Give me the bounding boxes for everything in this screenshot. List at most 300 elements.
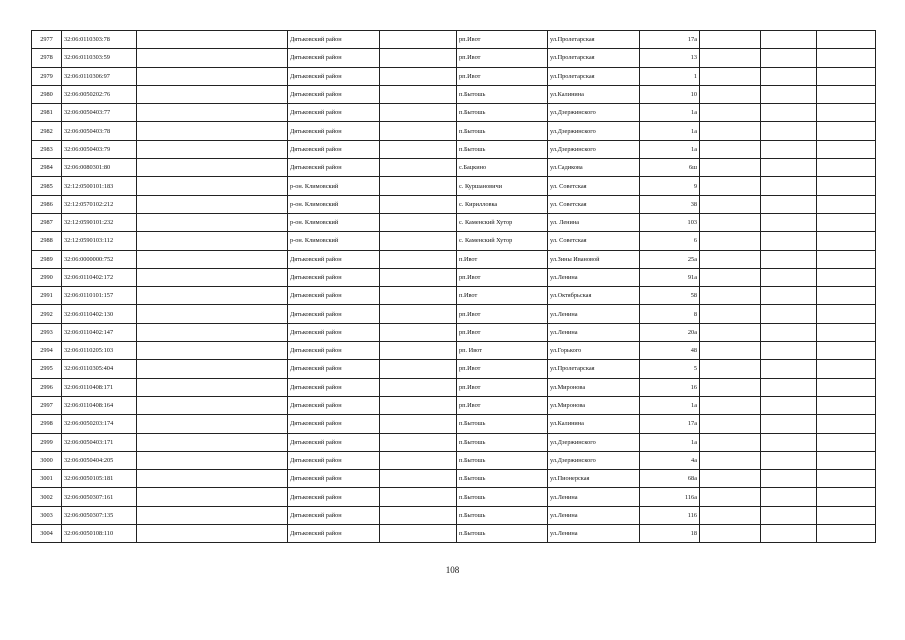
table-row [32, 122, 876, 140]
locality-cell: рп.Ивот [457, 31, 548, 49]
table-row [32, 67, 876, 85]
district-cell: р-он. Климовский [288, 213, 380, 231]
house-number-cell: 1а [640, 433, 700, 451]
house-number-cell: 20а [640, 323, 700, 341]
cadastral-number-cell: 32:06:0050203:174 [62, 415, 137, 433]
cadastral-number-cell: 32:06:0050404:205 [62, 451, 137, 469]
district-cell: Дятьковский район [288, 488, 380, 506]
locality-cell: рп.Ивот [457, 49, 548, 67]
empty-cell [817, 470, 876, 488]
cadastral-number-cell: 32:06:0050108:110 [62, 525, 137, 543]
cadastral-number-cell: 32:06:0050307:161 [62, 488, 137, 506]
house-number-cell: 38 [640, 195, 700, 213]
owner-cell [137, 49, 288, 67]
street-cell: ул.Ленина [548, 268, 640, 286]
table-row [32, 378, 876, 396]
table-row [32, 506, 876, 524]
cadastral-number-cell: 32:06:0110306:97 [62, 67, 137, 85]
street-cell: ул. Советская [548, 177, 640, 195]
cadastral-number-cell: 32:06:0050202:76 [62, 85, 137, 103]
extra-cell [380, 451, 457, 469]
table-row [32, 268, 876, 286]
empty-cell [700, 250, 761, 268]
empty-cell [761, 213, 817, 231]
empty-cell [700, 122, 761, 140]
district-cell: р-он. Климовский [288, 232, 380, 250]
house-number-cell: 116а [640, 488, 700, 506]
cadastral-number-cell: 32:06:0000000:752 [62, 250, 137, 268]
empty-cell [817, 104, 876, 122]
owner-cell [137, 396, 288, 414]
street-cell: ул.Пролетарская [548, 360, 640, 378]
owner-cell [137, 67, 288, 85]
row-number-cell: 2978 [32, 49, 62, 67]
row-number-cell: 2991 [32, 287, 62, 305]
cadastral-number-cell: 32:06:0110408:164 [62, 396, 137, 414]
street-cell: ул.Пионерская [548, 470, 640, 488]
house-number-cell: 17а [640, 415, 700, 433]
empty-cell [761, 232, 817, 250]
empty-cell [761, 378, 817, 396]
owner-cell [137, 177, 288, 195]
district-cell: р-он. Климовский [288, 177, 380, 195]
table-row [32, 177, 876, 195]
cadastral-number-cell: 32:06:0110303:59 [62, 49, 137, 67]
extra-cell [380, 378, 457, 396]
owner-cell [137, 342, 288, 360]
district-cell: р-он. Климовский [288, 195, 380, 213]
extra-cell [380, 67, 457, 85]
street-cell: ул.Ленина [548, 506, 640, 524]
empty-cell [700, 67, 761, 85]
extra-cell [380, 268, 457, 286]
house-number-cell: 10 [640, 85, 700, 103]
owner-cell [137, 268, 288, 286]
empty-cell [817, 433, 876, 451]
empty-cell [700, 31, 761, 49]
empty-cell [700, 159, 761, 177]
locality-cell: п.Ивот [457, 287, 548, 305]
house-number-cell: 17а [640, 31, 700, 49]
empty-cell [761, 287, 817, 305]
empty-cell [761, 67, 817, 85]
extra-cell [380, 85, 457, 103]
locality-cell: с. Каменский Хутор [457, 213, 548, 231]
empty-cell [700, 470, 761, 488]
table-row [32, 232, 876, 250]
owner-cell [137, 305, 288, 323]
district-cell: Дятьковский район [288, 268, 380, 286]
table-row [32, 49, 876, 67]
row-number-cell: 2992 [32, 305, 62, 323]
extra-cell [380, 140, 457, 158]
owner-cell [137, 140, 288, 158]
street-cell: ул.Дзержинского [548, 104, 640, 122]
empty-cell [817, 287, 876, 305]
extra-cell [380, 287, 457, 305]
owner-cell [137, 232, 288, 250]
street-cell: ул.Октябрьская [548, 287, 640, 305]
table-row [32, 287, 876, 305]
empty-cell [817, 159, 876, 177]
extra-cell [380, 49, 457, 67]
owner-cell [137, 31, 288, 49]
street-cell: ул.Садикова [548, 159, 640, 177]
extra-cell [380, 360, 457, 378]
table-row [32, 433, 876, 451]
table-row [32, 396, 876, 414]
table-row [32, 213, 876, 231]
row-number-cell: 2995 [32, 360, 62, 378]
district-cell: Дятьковский район [288, 360, 380, 378]
empty-cell [761, 49, 817, 67]
district-cell: Дятьковский район [288, 396, 380, 414]
house-number-cell: 6ш [640, 159, 700, 177]
empty-cell [817, 451, 876, 469]
table-row [32, 85, 876, 103]
row-number-cell: 2998 [32, 415, 62, 433]
empty-cell [761, 525, 817, 543]
empty-cell [700, 378, 761, 396]
empty-cell [817, 360, 876, 378]
street-cell: ул.Калинина [548, 415, 640, 433]
row-number-cell: 2994 [32, 342, 62, 360]
cadastral-number-cell: 32:06:0050307:135 [62, 506, 137, 524]
empty-cell [761, 360, 817, 378]
empty-cell [817, 67, 876, 85]
empty-cell [761, 415, 817, 433]
empty-cell [761, 140, 817, 158]
house-number-cell: 1а [640, 140, 700, 158]
cadastral-number-cell: 32:06:0110408:171 [62, 378, 137, 396]
empty-cell [700, 305, 761, 323]
extra-cell [380, 195, 457, 213]
district-cell: Дятьковский район [288, 31, 380, 49]
district-cell: Дятьковский район [288, 525, 380, 543]
street-cell: ул.Зины Ивановой [548, 250, 640, 268]
cadastral-number-cell: 32:06:0050403:79 [62, 140, 137, 158]
cadastral-number-cell: 32:12:0500101:183 [62, 177, 137, 195]
locality-cell: рп.Ивот [457, 396, 548, 414]
row-number-cell: 2983 [32, 140, 62, 158]
row-number-cell: 3002 [32, 488, 62, 506]
locality-cell: п.Бытошь [457, 470, 548, 488]
empty-cell [700, 177, 761, 195]
district-cell: Дятьковский район [288, 250, 380, 268]
empty-cell [817, 122, 876, 140]
locality-cell: п.Ивот [457, 250, 548, 268]
owner-cell [137, 488, 288, 506]
district-cell: Дятьковский район [288, 323, 380, 341]
row-number-cell: 2988 [32, 232, 62, 250]
owner-cell [137, 525, 288, 543]
empty-cell [761, 104, 817, 122]
house-number-cell: 116 [640, 506, 700, 524]
empty-cell [761, 506, 817, 524]
street-cell: ул.Калинина [548, 85, 640, 103]
cadastral-number-cell: 32:06:0110205:103 [62, 342, 137, 360]
table-row [32, 159, 876, 177]
empty-cell [817, 85, 876, 103]
property-registry-table [31, 30, 876, 543]
owner-cell [137, 360, 288, 378]
row-number-cell: 2999 [32, 433, 62, 451]
empty-cell [761, 159, 817, 177]
empty-cell [817, 250, 876, 268]
empty-cell [817, 488, 876, 506]
empty-cell [817, 323, 876, 341]
house-number-cell: 1а [640, 396, 700, 414]
empty-cell [761, 177, 817, 195]
locality-cell: п.Бытошь [457, 85, 548, 103]
empty-cell [700, 396, 761, 414]
empty-cell [761, 305, 817, 323]
table-body [32, 31, 876, 543]
empty-cell [817, 342, 876, 360]
street-cell: ул.Дзержинского [548, 451, 640, 469]
street-cell: ул. Советская [548, 232, 640, 250]
owner-cell [137, 195, 288, 213]
table-row [32, 195, 876, 213]
district-cell: Дятьковский район [288, 104, 380, 122]
house-number-cell: 91а [640, 268, 700, 286]
table-row [32, 323, 876, 341]
empty-cell [700, 49, 761, 67]
district-cell: Дятьковский район [288, 470, 380, 488]
extra-cell [380, 213, 457, 231]
street-cell: ул.Ленина [548, 305, 640, 323]
locality-cell: п.Бытошь [457, 433, 548, 451]
owner-cell [137, 378, 288, 396]
extra-cell [380, 31, 457, 49]
row-number-cell: 2981 [32, 104, 62, 122]
locality-cell: п.Бытошь [457, 506, 548, 524]
empty-cell [700, 433, 761, 451]
cadastral-number-cell: 32:12:0570102:212 [62, 195, 137, 213]
row-number-cell: 2984 [32, 159, 62, 177]
extra-cell [380, 525, 457, 543]
house-number-cell: 4а [640, 451, 700, 469]
empty-cell [700, 342, 761, 360]
empty-cell [700, 323, 761, 341]
cadastral-number-cell: 32:06:0110101:157 [62, 287, 137, 305]
district-cell: Дятьковский район [288, 415, 380, 433]
locality-cell: с. Куршановичи [457, 177, 548, 195]
cadastral-number-cell: 32:06:0110402:172 [62, 268, 137, 286]
empty-cell [761, 470, 817, 488]
empty-cell [817, 415, 876, 433]
owner-cell [137, 250, 288, 268]
empty-cell [761, 85, 817, 103]
district-cell: Дятьковский район [288, 433, 380, 451]
table-row [32, 104, 876, 122]
empty-cell [817, 305, 876, 323]
row-number-cell: 2989 [32, 250, 62, 268]
street-cell: ул.Дзержинского [548, 433, 640, 451]
row-number-cell: 2982 [32, 122, 62, 140]
extra-cell [380, 104, 457, 122]
locality-cell: п.Бытошь [457, 488, 548, 506]
extra-cell [380, 433, 457, 451]
district-cell: Дятьковский район [288, 378, 380, 396]
district-cell: Дятьковский район [288, 305, 380, 323]
cadastral-number-cell: 32:06:0110303:78 [62, 31, 137, 49]
district-cell: Дятьковский район [288, 342, 380, 360]
empty-cell [700, 525, 761, 543]
district-cell: Дятьковский район [288, 506, 380, 524]
empty-cell [817, 140, 876, 158]
house-number-cell: 18 [640, 525, 700, 543]
owner-cell [137, 415, 288, 433]
house-number-cell: 9 [640, 177, 700, 195]
owner-cell [137, 506, 288, 524]
table-row [32, 488, 876, 506]
locality-cell: п.Бытошь [457, 525, 548, 543]
empty-cell [761, 250, 817, 268]
row-number-cell: 2997 [32, 396, 62, 414]
owner-cell [137, 159, 288, 177]
empty-cell [700, 232, 761, 250]
extra-cell [380, 159, 457, 177]
cadastral-number-cell: 32:06:0050403:78 [62, 122, 137, 140]
house-number-cell: 1а [640, 104, 700, 122]
locality-cell: рп.Ивот [457, 268, 548, 286]
house-number-cell: 103 [640, 213, 700, 231]
empty-cell [761, 268, 817, 286]
page-number: 108 [445, 565, 460, 575]
empty-cell [817, 396, 876, 414]
locality-cell: рп.Ивот [457, 323, 548, 341]
empty-cell [761, 195, 817, 213]
cadastral-number-cell: 32:12:0590101:232 [62, 213, 137, 231]
extra-cell [380, 342, 457, 360]
table-row [32, 342, 876, 360]
locality-cell: п.Бытошь [457, 140, 548, 158]
row-number-cell: 3003 [32, 506, 62, 524]
extra-cell [380, 396, 457, 414]
district-cell: Дятьковский район [288, 122, 380, 140]
locality-cell: рп.Ивот [457, 67, 548, 85]
row-number-cell: 2985 [32, 177, 62, 195]
cadastral-number-cell: 32:06:0050403:171 [62, 433, 137, 451]
extra-cell [380, 122, 457, 140]
row-number-cell: 2979 [32, 67, 62, 85]
locality-cell: п.Бытошь [457, 451, 548, 469]
street-cell: ул.Горького [548, 342, 640, 360]
district-cell: Дятьковский район [288, 140, 380, 158]
street-cell: ул.Пролетарская [548, 31, 640, 49]
cadastral-number-cell: 32:06:0110305:404 [62, 360, 137, 378]
table-row [32, 525, 876, 543]
empty-cell [817, 31, 876, 49]
empty-cell [761, 451, 817, 469]
house-number-cell: 5 [640, 360, 700, 378]
street-cell: ул.Дзержинского [548, 140, 640, 158]
house-number-cell: 58 [640, 287, 700, 305]
locality-cell: рп. Ивот [457, 342, 548, 360]
owner-cell [137, 433, 288, 451]
house-number-cell: 48 [640, 342, 700, 360]
owner-cell [137, 213, 288, 231]
street-cell: ул.Ленина [548, 525, 640, 543]
table-row [32, 470, 876, 488]
cadastral-number-cell: 32:12:0590103:112 [62, 232, 137, 250]
extra-cell [380, 250, 457, 268]
empty-cell [700, 195, 761, 213]
house-number-cell: 1 [640, 67, 700, 85]
street-cell: ул.Пролетарская [548, 67, 640, 85]
empty-cell [817, 506, 876, 524]
extra-cell [380, 506, 457, 524]
row-number-cell: 3001 [32, 470, 62, 488]
empty-cell [700, 360, 761, 378]
district-cell: Дятьковский район [288, 159, 380, 177]
street-cell: ул. Ленина [548, 213, 640, 231]
empty-cell [700, 415, 761, 433]
street-cell: ул. Советская [548, 195, 640, 213]
empty-cell [700, 85, 761, 103]
extra-cell [380, 488, 457, 506]
owner-cell [137, 85, 288, 103]
empty-cell [761, 31, 817, 49]
empty-cell [700, 287, 761, 305]
locality-cell: рп.Ивот [457, 305, 548, 323]
locality-cell: п.Бытошь [457, 104, 548, 122]
locality-cell: с. Кирилловка [457, 195, 548, 213]
street-cell: ул.Дзержинского [548, 122, 640, 140]
empty-cell [761, 342, 817, 360]
house-number-cell: 6 [640, 232, 700, 250]
cadastral-number-cell: 32:06:0050105:181 [62, 470, 137, 488]
owner-cell [137, 122, 288, 140]
owner-cell [137, 287, 288, 305]
district-cell: Дятьковский район [288, 451, 380, 469]
table-row [32, 360, 876, 378]
empty-cell [761, 433, 817, 451]
row-number-cell: 2987 [32, 213, 62, 231]
row-number-cell: 3000 [32, 451, 62, 469]
empty-cell [817, 213, 876, 231]
empty-cell [700, 140, 761, 158]
row-number-cell: 2977 [32, 31, 62, 49]
empty-cell [817, 232, 876, 250]
cadastral-number-cell: 32:06:0110402:130 [62, 305, 137, 323]
extra-cell [380, 305, 457, 323]
empty-cell [817, 49, 876, 67]
cadastral-number-cell: 32:06:0080301:80 [62, 159, 137, 177]
street-cell: ул.Ленина [548, 488, 640, 506]
house-number-cell: 1а [640, 122, 700, 140]
house-number-cell: 13 [640, 49, 700, 67]
district-cell: Дятьковский район [288, 49, 380, 67]
locality-cell: рп.Ивот [457, 378, 548, 396]
empty-cell [761, 488, 817, 506]
empty-cell [817, 268, 876, 286]
owner-cell [137, 104, 288, 122]
empty-cell [700, 213, 761, 231]
locality-cell: п.Бытошь [457, 122, 548, 140]
owner-cell [137, 323, 288, 341]
extra-cell [380, 415, 457, 433]
empty-cell [761, 396, 817, 414]
locality-cell: рп.Ивот [457, 360, 548, 378]
empty-cell [817, 177, 876, 195]
locality-cell: п.Бытошь [457, 415, 548, 433]
row-number-cell: 2980 [32, 85, 62, 103]
table-row [32, 31, 876, 49]
row-number-cell: 2986 [32, 195, 62, 213]
empty-cell [761, 323, 817, 341]
